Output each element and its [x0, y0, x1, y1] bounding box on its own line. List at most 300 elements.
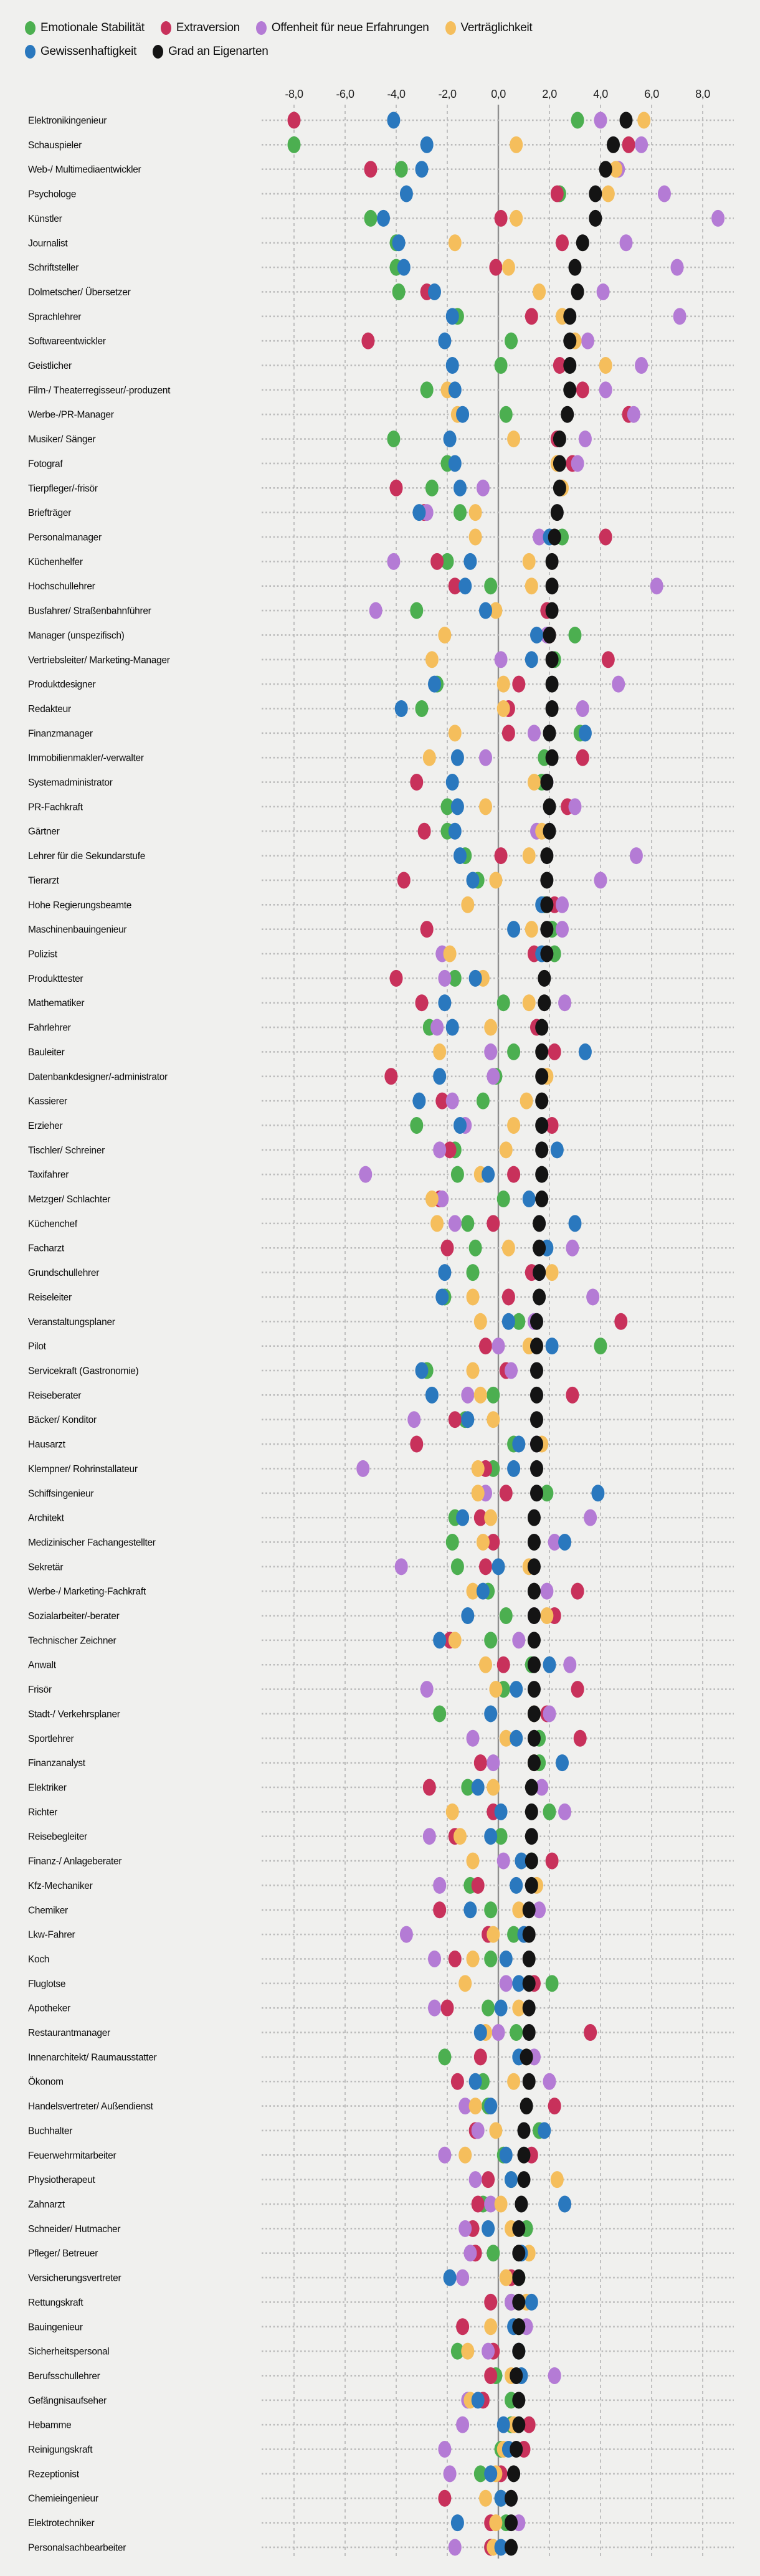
- data-point: [472, 1460, 485, 1477]
- row-label: Buchhalter: [28, 2126, 73, 2137]
- row-label: Briefträger: [28, 508, 72, 519]
- data-point: [400, 186, 413, 202]
- legend-item-0: [25, 21, 145, 35]
- row-label: Softwareentwickler: [28, 336, 106, 347]
- data-point: [602, 186, 615, 202]
- data-point: [571, 1681, 584, 1698]
- data-point: [512, 2220, 525, 2237]
- data-point: [461, 2343, 474, 2360]
- data-point: [484, 1901, 497, 1918]
- row-label: Finanzanalyst: [28, 1758, 85, 1769]
- x-axis-tick-label: 8,0: [695, 88, 710, 100]
- data-point: [482, 2000, 495, 2017]
- data-point: [502, 259, 515, 276]
- data-point: [563, 308, 576, 325]
- legend: [25, 16, 748, 64]
- row-label: Psychologe: [28, 189, 77, 200]
- row-label: Sozialarbeiter/-berater: [28, 1611, 120, 1622]
- data-point: [540, 774, 553, 791]
- data-point: [444, 2465, 457, 2482]
- data-point: [523, 1191, 536, 1207]
- data-point: [489, 872, 502, 888]
- row-label: Ökonom: [28, 2076, 64, 2088]
- data-point: [288, 112, 301, 129]
- row-label: Schriftsteller: [28, 262, 79, 273]
- data-point: [454, 1828, 467, 1845]
- data-point: [472, 2392, 485, 2408]
- legend-dot-icon: [25, 45, 36, 59]
- data-point: [502, 1313, 515, 1330]
- data-point: [500, 1975, 513, 1992]
- data-point: [364, 210, 378, 227]
- data-point: [407, 1411, 420, 1428]
- data-point: [467, 1264, 480, 1281]
- data-point: [451, 798, 464, 815]
- legend-dot-icon: [445, 21, 456, 35]
- data-point: [395, 1558, 408, 1575]
- row-label: Elektrotechniker: [28, 2518, 95, 2529]
- data-point: [469, 2073, 482, 2090]
- data-point: [512, 1436, 525, 1453]
- data-point: [535, 1019, 548, 1036]
- data-point: [546, 1338, 559, 1354]
- data-point: [487, 1068, 500, 1085]
- data-point: [425, 651, 439, 668]
- data-point: [594, 872, 607, 888]
- data-point: [505, 2171, 518, 2188]
- data-point: [528, 1754, 541, 1771]
- data-point: [500, 2269, 513, 2286]
- row-label: Pilot: [28, 1341, 46, 1352]
- data-point: [451, 1166, 464, 1183]
- data-point: [489, 259, 502, 276]
- data-point: [454, 480, 467, 497]
- data-point: [420, 136, 434, 153]
- row-label: Produkttester: [28, 973, 83, 984]
- row-label: Facharzt: [28, 1243, 64, 1254]
- data-point: [463, 2245, 477, 2261]
- data-point: [594, 1338, 607, 1354]
- data-point: [461, 1387, 474, 1404]
- data-point: [446, 308, 459, 325]
- data-point: [477, 1583, 490, 1600]
- x-axis-tick-label: 0,0: [491, 88, 506, 100]
- data-point: [467, 1951, 480, 1967]
- data-point: [495, 2000, 508, 2017]
- row-label: Grundschullehrer: [28, 1268, 100, 1279]
- data-point: [546, 1853, 559, 1870]
- data-point: [563, 333, 576, 349]
- data-point: [505, 333, 518, 349]
- data-point: [390, 480, 403, 497]
- data-point: [467, 1730, 480, 1747]
- row-label: Chemiker: [28, 1905, 68, 1916]
- data-point: [438, 2048, 451, 2065]
- row-label: Versicherungsvertreter: [28, 2273, 121, 2284]
- data-point: [410, 1117, 423, 1134]
- data-point: [477, 1534, 490, 1551]
- row-label: Küchenhelfer: [28, 556, 83, 568]
- row-label: Datenbankdesigner/-administrator: [28, 1072, 168, 1083]
- data-point: [579, 430, 592, 447]
- data-point: [540, 1583, 553, 1600]
- data-point: [518, 2122, 531, 2139]
- data-point: [410, 1436, 423, 1453]
- data-point: [449, 1215, 462, 1232]
- row-label: Produktdesigner: [28, 679, 96, 690]
- data-point: [433, 1068, 446, 1085]
- x-axis-tick-label: -8,0: [285, 88, 303, 100]
- row-label: Dolmetscher/ Übersetzer: [28, 287, 131, 298]
- data-point: [553, 455, 566, 472]
- data-point: [507, 2073, 520, 2090]
- data-point: [658, 186, 671, 202]
- data-point: [535, 1093, 548, 1110]
- data-point: [430, 1019, 444, 1036]
- data-point: [387, 553, 400, 570]
- data-point: [525, 1804, 538, 1820]
- data-point: [395, 161, 408, 178]
- data-point: [528, 1534, 541, 1551]
- x-axis-tick-label: 6,0: [644, 88, 659, 100]
- legend-label: Offenheit für neue Erfahrungen: [271, 21, 429, 34]
- data-point: [449, 381, 462, 398]
- data-point: [469, 504, 482, 521]
- data-point: [420, 921, 434, 938]
- data-point: [543, 627, 556, 644]
- row-label: Polizist: [28, 949, 57, 960]
- data-point: [558, 1534, 571, 1551]
- data-point: [548, 2098, 561, 2114]
- data-point: [546, 602, 559, 619]
- row-label: Metzger/ Schlachter: [28, 1194, 111, 1205]
- row-label: Elektriker: [28, 1782, 67, 1794]
- data-point: [563, 381, 576, 398]
- data-point: [574, 1730, 587, 1747]
- data-point: [479, 749, 492, 766]
- data-point: [546, 676, 559, 693]
- data-point: [288, 136, 301, 153]
- data-point: [614, 1313, 627, 1330]
- row-label: Bauleiter: [28, 1047, 65, 1058]
- data-point: [479, 1338, 492, 1354]
- data-point: [477, 1093, 490, 1110]
- data-point: [502, 1240, 515, 1257]
- data-point: [425, 1387, 439, 1404]
- row-label: Tischler/ Schreiner: [28, 1145, 105, 1156]
- data-point: [563, 1656, 576, 1673]
- data-point: [510, 2367, 523, 2384]
- data-point: [523, 2000, 536, 2017]
- data-point: [449, 1951, 462, 1967]
- data-point: [505, 2514, 518, 2531]
- row-label: Hebamme: [28, 2420, 72, 2431]
- data-point: [420, 381, 434, 398]
- data-point: [512, 2417, 525, 2433]
- data-point: [551, 2171, 564, 2188]
- data-point: [535, 1191, 548, 1207]
- data-point: [528, 725, 541, 741]
- data-point: [497, 994, 510, 1011]
- data-point: [412, 1093, 425, 1110]
- data-point: [482, 2171, 495, 2188]
- data-point: [495, 210, 508, 227]
- data-point: [425, 1191, 439, 1207]
- data-point: [530, 1362, 543, 1379]
- data-point: [551, 1141, 564, 1158]
- row-label: Medizinischer Fachangestellter: [28, 1537, 156, 1548]
- data-point: [397, 872, 411, 888]
- row-label: Taxifahrer: [28, 1169, 69, 1181]
- data-point: [449, 823, 462, 840]
- data-point: [467, 872, 480, 888]
- data-point: [387, 112, 400, 129]
- data-point: [561, 406, 574, 423]
- data-point: [463, 553, 477, 570]
- data-point: [528, 1681, 541, 1698]
- data-point: [507, 2465, 520, 2482]
- data-point: [540, 946, 553, 962]
- data-point: [507, 921, 520, 938]
- row-label: Bauingenieur: [28, 2322, 83, 2333]
- x-axis-tick-label: -6,0: [336, 88, 354, 100]
- data-point: [535, 1043, 548, 1060]
- row-label: Hohe Regierungsbeamte: [28, 900, 132, 911]
- data-point: [433, 1141, 446, 1158]
- row-label: Sprachlehrer: [28, 311, 82, 323]
- row-label: Richter: [28, 1807, 57, 1818]
- row-label: Koch: [28, 1954, 50, 1965]
- row-label: Sekretär: [28, 1562, 64, 1573]
- data-point: [569, 259, 582, 276]
- data-point: [510, 1681, 523, 1698]
- data-point: [512, 2392, 525, 2408]
- data-point: [500, 1951, 513, 1967]
- row-label: Hochschullehrer: [28, 581, 95, 592]
- data-point: [484, 2318, 497, 2335]
- data-point: [438, 2490, 451, 2507]
- row-label: Vertriebsleiter/ Marketing-Manager: [28, 655, 170, 666]
- data-point: [441, 1240, 454, 1257]
- data-point: [523, 2073, 536, 2090]
- data-point: [507, 1043, 520, 1060]
- row-label: Feuerwehrmitarbeiter: [28, 2150, 116, 2161]
- data-point: [535, 1166, 548, 1183]
- data-point: [518, 2147, 531, 2164]
- data-point: [451, 749, 464, 766]
- data-point: [569, 1215, 582, 1232]
- data-point: [451, 2073, 464, 2090]
- data-point: [446, 774, 459, 791]
- data-point: [423, 1828, 436, 1845]
- data-point: [497, 700, 510, 717]
- data-point: [492, 1558, 505, 1575]
- data-point: [510, 2024, 523, 2041]
- data-point: [469, 2171, 482, 2188]
- data-point: [576, 700, 589, 717]
- legend-item-5: [153, 45, 268, 59]
- data-point: [433, 1705, 446, 1722]
- data-point: [589, 210, 602, 227]
- row-label: Innenarchitekt/ Raumausstatter: [28, 2052, 157, 2063]
- data-point: [558, 2196, 571, 2213]
- row-label: Pfleger/ Betreuer: [28, 2248, 98, 2260]
- data-point: [489, 2122, 502, 2139]
- row-label: Journalist: [28, 238, 68, 249]
- data-point: [569, 627, 582, 644]
- row-label: Schauspieler: [28, 140, 82, 151]
- data-point: [458, 2147, 472, 2164]
- data-point: [540, 1607, 553, 1624]
- data-point: [430, 553, 444, 570]
- data-point: [525, 921, 538, 938]
- data-point: [487, 1754, 500, 1771]
- row-label: Maschinenbauingenieur: [28, 924, 127, 936]
- data-point: [487, 1926, 500, 1943]
- data-point: [535, 1141, 548, 1158]
- row-label: Immobilienmakler/-verwalter: [28, 753, 144, 764]
- row-label: Reiseleiter: [28, 1292, 72, 1303]
- data-point: [627, 406, 640, 423]
- data-point: [484, 1632, 497, 1648]
- data-point: [420, 1681, 434, 1698]
- data-point: [416, 994, 429, 1011]
- data-point: [530, 1338, 543, 1354]
- legend-dot-icon: [25, 21, 36, 35]
- row-label: Lkw-Fahrer: [28, 1929, 75, 1941]
- row-label: Architekt: [28, 1513, 64, 1524]
- data-point: [515, 2196, 528, 2213]
- x-axis-tick-label: -4,0: [387, 88, 406, 100]
- data-point: [425, 480, 439, 497]
- legend-label: Grad an Eigenarten: [168, 45, 268, 58]
- row-label: Reisebegleiter: [28, 1832, 87, 1843]
- data-point: [505, 2490, 518, 2507]
- data-point: [484, 1705, 497, 1722]
- data-point: [543, 823, 556, 840]
- row-label: PR-Fachkraft: [28, 802, 83, 813]
- data-point: [438, 2441, 451, 2458]
- data-point: [556, 921, 569, 938]
- data-point: [433, 1877, 446, 1894]
- row-label: Sportlehrer: [28, 1733, 74, 1744]
- data-point: [510, 1730, 523, 1747]
- data-point: [446, 1019, 459, 1036]
- data-point: [438, 994, 451, 1011]
- data-point: [528, 1632, 541, 1648]
- row-label: Werbe-/PR-Manager: [28, 409, 114, 421]
- data-point: [497, 1191, 510, 1207]
- data-point: [446, 1804, 459, 1820]
- data-point: [525, 651, 538, 668]
- data-point: [579, 1043, 592, 1060]
- data-point: [586, 1288, 599, 1305]
- data-point: [507, 1166, 520, 1183]
- data-point: [461, 896, 474, 913]
- data-point: [423, 1779, 436, 1796]
- data-point: [566, 1387, 579, 1404]
- data-point: [461, 1607, 474, 1624]
- data-point: [650, 577, 663, 594]
- data-point: [528, 1607, 541, 1624]
- data-point: [507, 430, 520, 447]
- data-point: [400, 1926, 413, 1943]
- data-point: [484, 2294, 497, 2311]
- data-point: [474, 1313, 487, 1330]
- row-label: Künstler: [28, 213, 62, 224]
- data-point: [569, 798, 582, 815]
- data-point: [438, 333, 451, 349]
- data-point: [497, 676, 510, 693]
- row-label: Schneider/ Hutmacher: [28, 2223, 121, 2235]
- row-label: Reinigungskraft: [28, 2445, 93, 2456]
- data-point: [558, 1804, 571, 1820]
- row-label: Bäcker/ Konditor: [28, 1415, 97, 1426]
- data-point: [438, 970, 451, 987]
- data-point: [474, 1754, 487, 1771]
- data-point: [500, 1607, 513, 1624]
- data-point: [387, 430, 400, 447]
- data-point: [497, 1853, 510, 1870]
- row-label: Stadt-/ Verkehrsplaner: [28, 1709, 120, 1720]
- data-point: [469, 970, 482, 987]
- row-label: Reiseberater: [28, 1390, 82, 1401]
- data-point: [512, 1632, 525, 1648]
- data-point: [510, 136, 523, 153]
- data-point: [456, 2417, 469, 2433]
- data-point: [505, 1362, 518, 1379]
- data-point: [454, 1117, 467, 1134]
- data-point: [484, 1951, 497, 1967]
- data-point: [449, 725, 462, 741]
- data-point: [502, 725, 515, 741]
- data-point: [576, 381, 589, 398]
- data-point: [479, 798, 492, 815]
- data-point: [571, 1583, 584, 1600]
- data-point: [454, 504, 467, 521]
- data-point: [463, 1901, 477, 1918]
- data-point: [500, 406, 513, 423]
- row-label: Manager (unspezifisch): [28, 630, 125, 641]
- data-point: [551, 186, 564, 202]
- data-point: [528, 1705, 541, 1722]
- row-label: Veranstaltungsplaner: [28, 1316, 115, 1328]
- data-point: [428, 2000, 441, 2017]
- data-point: [543, 725, 556, 741]
- row-label: Systemadministrator: [28, 777, 113, 789]
- row-label: Anwalt: [28, 1660, 56, 1671]
- data-point: [510, 210, 523, 227]
- data-point: [461, 1215, 474, 1232]
- legend-row-1: [25, 16, 748, 40]
- data-point: [444, 2269, 457, 2286]
- row-label: Küchenchef: [28, 1219, 77, 1230]
- data-point: [523, 1901, 536, 1918]
- row-label: Redakteur: [28, 703, 71, 715]
- data-point: [637, 112, 650, 129]
- data-point: [540, 847, 553, 864]
- data-point: [495, 847, 508, 864]
- data-point: [579, 725, 592, 741]
- data-point: [484, 2465, 497, 2482]
- data-point: [620, 112, 633, 129]
- row-label: Restaurantmanager: [28, 2028, 110, 2039]
- data-point: [356, 1460, 369, 1477]
- data-point: [530, 1313, 543, 1330]
- data-point: [581, 333, 594, 349]
- data-point: [410, 774, 423, 791]
- data-point: [444, 946, 457, 962]
